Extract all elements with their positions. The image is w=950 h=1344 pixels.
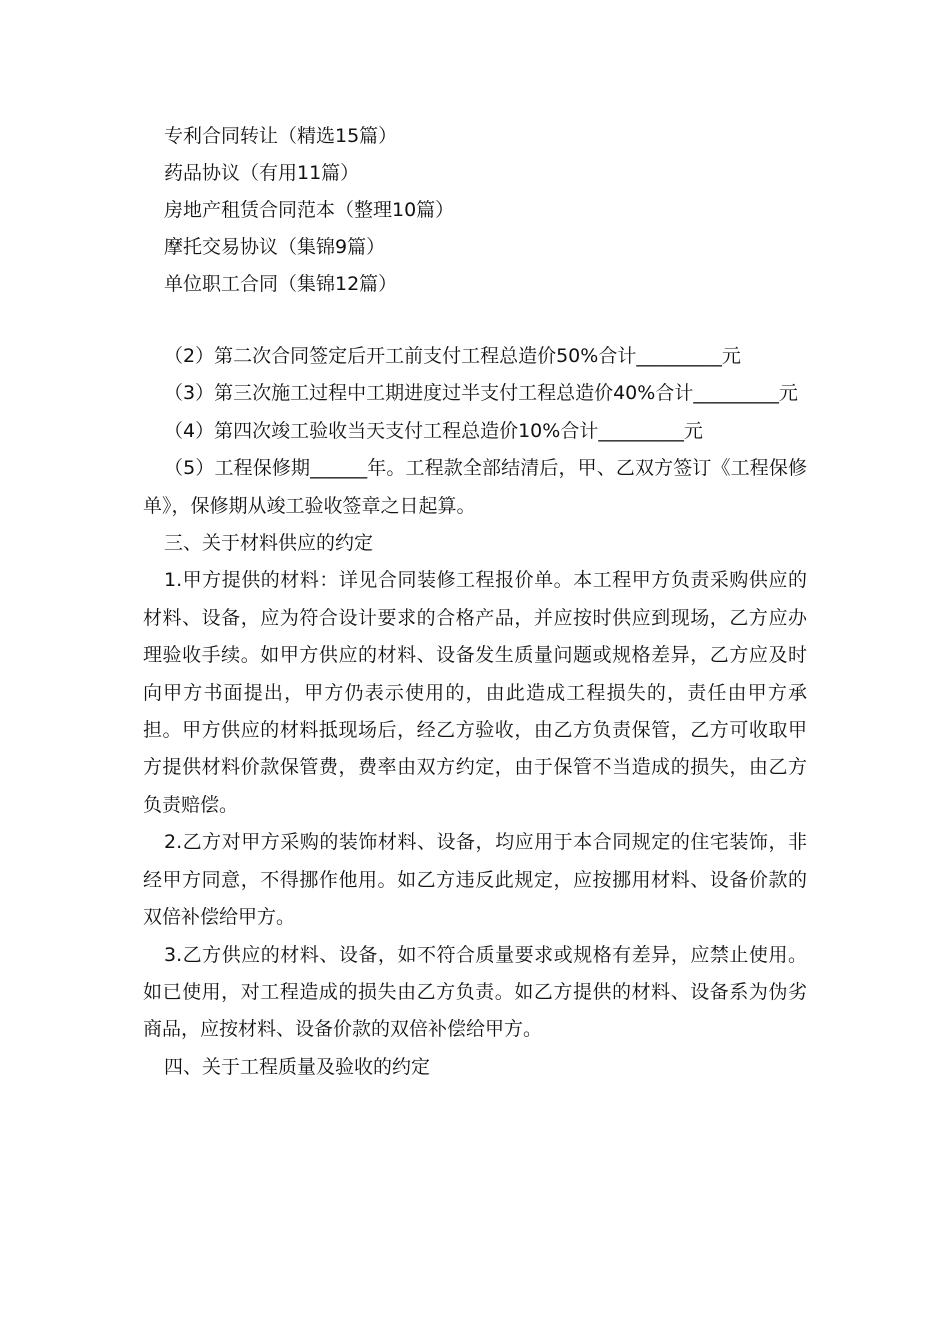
section-heading-quality-acceptance: 四、关于工程质量及验收的约定 (164, 1055, 431, 1078)
section-heading-material-supply: 三、关于材料供应的约定 (164, 532, 374, 555)
related-link[interactable]: 房地产租赁合同范本（整理10篇） (164, 199, 455, 221)
material-clause-1: 1.甲方提供的材料：详见合同装修工程报价单。本工程甲方负责采购供应的材料、设备，应为符合设计要求的合格产品，并应按时供应到现场，乙方应办理验收手续。如甲方供应的材料、设备发生质量问题或规格差异，乙方应及时向甲方书面提出，甲方仍表示使用的，由此造成工程损失的，责任由甲方承担。甲方供应的材料抵现场后，经乙方验收，由乙方负责保管，乙方可收取甲方提供材料价款保管费，费率由双方约定，由于保管不当造成的损失，由乙方负责赔偿。 (143, 569, 807, 816)
related-link[interactable]: 单位职工合同（集锦12篇） (164, 273, 398, 295)
warranty-clause-5: （5）工程保修期______年。工程款全部结清后，甲、乙双方签订《工程保修单》，保修期从竣工验收签章之日起算。 (143, 457, 807, 517)
related-link[interactable]: 药品协议（有用11篇） (164, 162, 360, 184)
material-clause-3: 3.乙方供应的材料、设备，如不符合质量要求或规格有差异，应禁止使用。如已使用，对工程造成的损失由乙方负责。如乙方提供的材料、设备系为伪劣商品，应按材料、设备价款的双倍补偿给甲方。 (143, 943, 807, 1041)
related-link[interactable]: 专利合同转让（精选15篇） (164, 125, 398, 147)
related-links-list (164, 118, 804, 303)
material-clause-2: 2.乙方对甲方采购的装饰材料、设备，均应用于本合同规定的住宅装饰，非经甲方同意，不得挪作他用。如乙方违反此规定，应按挪用材料、设备价款的双倍补偿给甲方。 (143, 831, 807, 929)
payment-clause-4: （4）第四次竣工验收当天支付工程总造价10%合计_________元 (164, 419, 703, 442)
payment-clause-3: （3）第三次施工过程中工期进度过半支付工程总造价40%合计_________元 (164, 382, 798, 405)
payment-clause-2: （2）第二次合同签定后开工前支付工程总造价50%合计_________元 (164, 345, 741, 367)
related-link[interactable]: 摩托交易协议（集锦9篇） (164, 236, 386, 258)
contract-body (143, 338, 807, 1086)
